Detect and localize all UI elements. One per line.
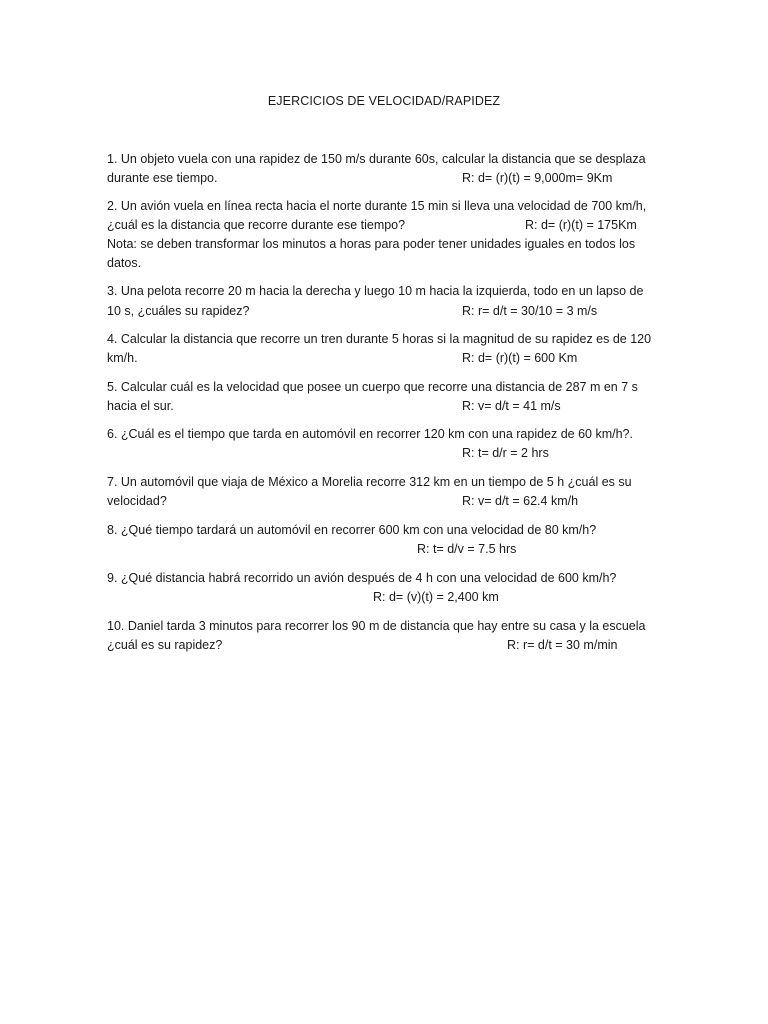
exercise-9-answer: R: d= (v)(t) = 2,400 km (373, 590, 499, 604)
exercise-10-line-2: ¿cuál es su rapidez? (107, 638, 223, 652)
exercise-2-answer: R: d= (r)(t) = 175Km (525, 218, 637, 232)
exercise-5-line-2: hacia el sur. (107, 399, 174, 413)
exercise-10-answer: R: r= d/t = 30 m/min (507, 638, 618, 652)
exercise-8-answer: R: t= d/v = 7.5 hrs (417, 542, 517, 556)
exercise-2-line-4: datos. (107, 256, 142, 270)
exercise-1-line-1: 1. Un objeto vuela con una rapidez de 150 m/s durante 60s, calcular la distancia que se desplaza (107, 152, 646, 166)
exercise-4-line-1: 4. Calcular la distancia que recorre un tren durante 5 horas si la magnitud de su rapidez es de 120 (107, 332, 652, 346)
exercise-2-line-3: Nota: se deben transformar los minutos a horas para poder tener unidades iguales en todos los (107, 237, 636, 251)
exercise-2-line-2: ¿cuál es la distancia que recorre durante ese tiempo? (107, 218, 406, 232)
exercise-3-line-2: 10 s, ¿cuáles su rapidez? (107, 304, 250, 318)
exercise-3-answer: R: r= d/t = 30/10 = 3 m/s (462, 304, 598, 318)
exercise-5-line-1: 5. Calcular cuál es la velocidad que posee un cuerpo que recorre una distancia de 287 m en 7 s (107, 380, 638, 394)
exercise-5-answer: R: v= d/t = 41 m/s (462, 399, 561, 413)
exercise-4-answer: R: d= (r)(t) = 600 Km (462, 351, 578, 365)
document-title: EJERCICIOS DE VELOCIDAD/RAPIDEZ (267, 94, 501, 108)
exercise-2-line-1: 2. Un avión vuela en línea recta hacia el norte durante 15 min si lleva una velocidad de 700 km/h, (107, 199, 647, 213)
exercise-9-line-1: 9. ¿Qué distancia habrá recorrido un avión después de 4 h con una velocidad de 600 km/h? (107, 571, 617, 585)
exercise-10-line-1: 10. Daniel tarda 3 minutos para recorrer los 90 m de distancia que hay entre su casa y la escuela (107, 619, 646, 633)
exercise-7-answer: R: v= d/t = 62.4 km/h (462, 494, 579, 508)
exercise-4-line-2: km/h. (107, 351, 138, 365)
exercise-8-line-1: 8. ¿Qué tiempo tardará un automóvil en recorrer 600 km con una velocidad de 80 km/h? (107, 523, 597, 537)
exercise-1-answer: R: d= (r)(t) = 9,000m= 9Km (462, 171, 613, 185)
exercise-6-line-1: 6. ¿Cuál es el tiempo que tarda en automóvil en recorrer 120 km con una rapidez de 60 km/h?. (107, 427, 633, 441)
exercise-3-line-1: 3. Una pelota recorre 20 m hacia la derecha y luego 10 m hacia la izquierda, todo en un lapso de (107, 284, 644, 298)
exercise-1-line-2: durante ese tiempo. (107, 171, 218, 185)
exercise-7-line-2: velocidad? (107, 494, 167, 508)
exercise-7-line-1: 7. Un automóvil que viaja de México a Morelia recorre 312 km en un tiempo de 5 h ¿cuál es su (107, 475, 632, 489)
exercise-6-answer: R: t= d/r = 2 hrs (462, 446, 549, 460)
